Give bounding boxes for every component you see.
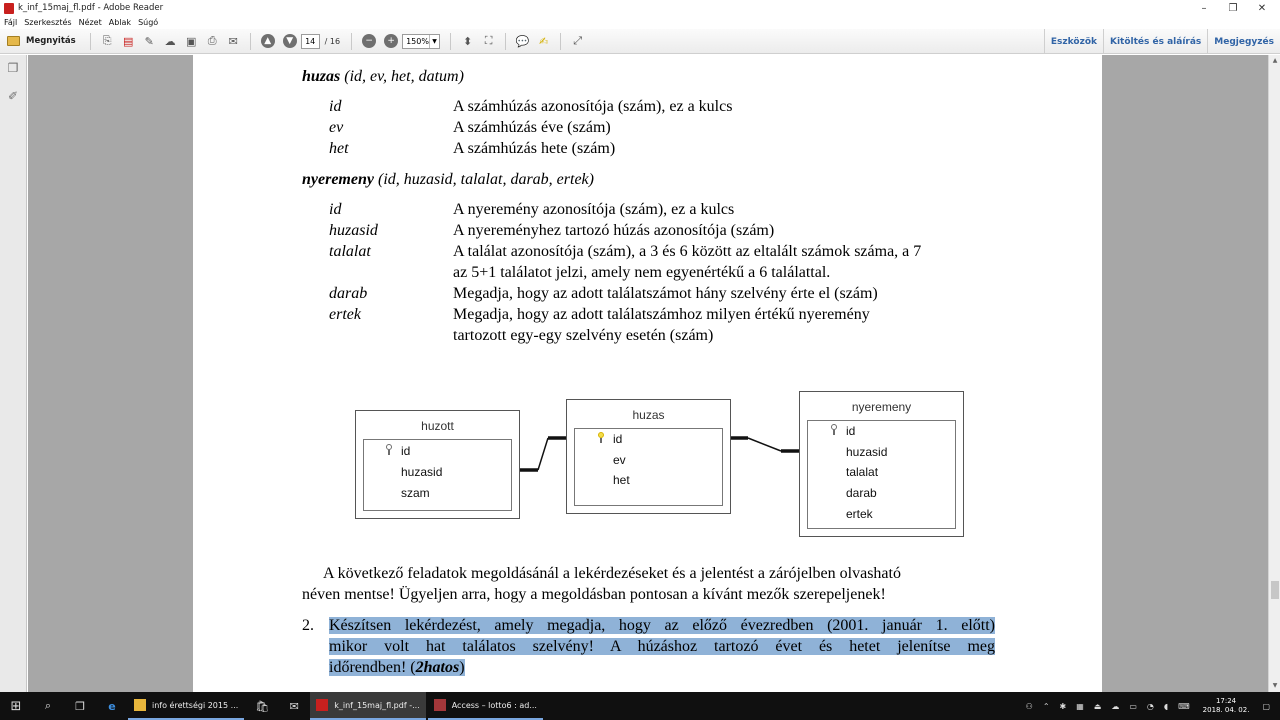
cloud-icon[interactable]: ☁ xyxy=(1111,701,1120,711)
nyeremeny-fields-sig: (id, huzasid, talalat, darab, ertek) xyxy=(377,171,594,188)
huzas-fields-sig: (id, ev, het, datum) xyxy=(344,68,464,85)
mail-icon[interactable]: ✉ xyxy=(289,699,299,713)
huzas-table-name: huzas xyxy=(302,68,341,85)
table-field: het xyxy=(613,473,630,487)
task-manager-icon[interactable]: ▦ xyxy=(1076,701,1084,711)
vertical-scrollbar[interactable] xyxy=(1268,55,1280,692)
zoom-select[interactable] xyxy=(402,34,440,49)
table-field: darab xyxy=(846,486,877,500)
table-field: huzasid xyxy=(846,445,888,459)
task-line-3[interactable] xyxy=(329,659,465,677)
open-label: Megnyitás xyxy=(26,36,76,46)
table-field: huzasid xyxy=(401,465,443,479)
search-icon[interactable]: ⌕ xyxy=(44,699,52,712)
clock-time: 17:24 xyxy=(1215,697,1237,705)
field-name: huzasid xyxy=(329,222,378,239)
adobe-reader-icon xyxy=(316,699,328,711)
selected-text: Készítsen lekérdezést, amely megadja, hogy az előző évezredben (2001. január 1. előtt) xyxy=(329,617,995,634)
create-pdf-icon[interactable]: ⎘ xyxy=(102,34,112,47)
key-icon xyxy=(597,432,605,443)
system-tray xyxy=(1021,692,1280,720)
toolbar-divider xyxy=(90,33,91,50)
window-title: k_inf_15maj_fl.pdf - Adobe Reader xyxy=(18,3,164,13)
sign-icon[interactable]: ✍ xyxy=(538,34,549,48)
upload-icon[interactable]: ☁ xyxy=(164,34,176,48)
windows-start-icon[interactable]: ⊞ xyxy=(10,698,22,714)
instructions-line-2: néven mentse! Ügyeljen arra, hogy a megoldásban pontosan a kívánt mezők szerepeljenek! xyxy=(302,586,886,603)
table-title: nyeremeny xyxy=(851,400,912,414)
taskbar-app-label: Access – lotto6 : ad... xyxy=(451,700,537,710)
tab-tools[interactable]: Eszközök xyxy=(1044,29,1103,54)
field-desc: Megadja, hogy az adott találatszámhoz milyen értékű nyeremény xyxy=(453,306,870,323)
notifications-icon[interactable]: ▢ xyxy=(1262,701,1270,711)
instructions-line-1: A következő feladatok megoldásánál a lekérdezéseket és a jelentést a zárójelben olvasható xyxy=(323,565,901,582)
field-name: darab xyxy=(329,285,368,302)
page-down-icon[interactable]: ▼ xyxy=(283,34,297,48)
table-field: id xyxy=(401,444,411,458)
field-name: talalat xyxy=(329,243,371,260)
fit-width-icon[interactable]: ⛶ xyxy=(484,34,493,47)
table-nyeremeny[interactable] xyxy=(799,391,964,537)
table-field: szam xyxy=(401,486,430,500)
table-title: huzas xyxy=(632,408,665,422)
access-icon xyxy=(434,699,446,711)
network-icon[interactable]: ◔ xyxy=(1146,701,1154,711)
key-icon xyxy=(830,424,838,435)
task-line-2[interactable] xyxy=(329,638,995,656)
field-name: id xyxy=(329,201,342,218)
field-name: het xyxy=(329,140,349,157)
menu-view[interactable]: Nézet xyxy=(78,18,102,27)
minimize-button[interactable]: – xyxy=(1201,2,1207,14)
table-field: id xyxy=(846,424,856,438)
taskbar-app-label: info érettségi 2015 ... xyxy=(152,700,239,710)
field-desc: A számhúzás hete (szám) xyxy=(453,140,616,157)
pages-icon[interactable]: ❐ xyxy=(7,61,19,75)
table-field: ertek xyxy=(846,507,873,521)
edge-icon[interactable]: e xyxy=(108,699,116,713)
table-field: ev xyxy=(613,453,626,467)
tab-fill-sign[interactable]: Kitöltés és aláírás xyxy=(1103,29,1207,54)
attachment-icon[interactable]: ✐ xyxy=(7,89,19,103)
open-button[interactable] xyxy=(7,36,76,46)
left-nav-panel xyxy=(0,55,27,692)
email-icon[interactable]: ✉ xyxy=(228,34,238,48)
title-bar xyxy=(0,0,1280,16)
field-list xyxy=(807,420,956,529)
key-icon xyxy=(385,444,393,455)
field-desc-cont: tartozott egy-egy szelvény esetén (szám) xyxy=(453,327,714,344)
selected-text: ) xyxy=(459,659,465,676)
toolbar-divider xyxy=(351,33,352,50)
table-huzott[interactable] xyxy=(355,410,520,519)
zoom-in-icon[interactable]: + xyxy=(384,34,398,48)
field-desc: A számhúzás azonosítója (szám), ez a kulcs xyxy=(453,98,733,115)
taskbar-app-explorer[interactable] xyxy=(128,692,244,720)
comment-icon[interactable]: 💬 xyxy=(515,34,530,48)
expand-icon[interactable]: ⤢ xyxy=(573,34,582,47)
usb-icon[interactable]: ⏏ xyxy=(1093,701,1102,711)
zoom-value: 150% xyxy=(406,36,429,46)
toolbar-divider xyxy=(450,33,451,50)
field-list xyxy=(363,439,512,511)
scroll-thumb[interactable] xyxy=(1271,581,1279,599)
menu-help[interactable]: Súgó xyxy=(138,18,159,27)
volume-icon[interactable]: ◖ xyxy=(1163,701,1169,711)
scroll-down-icon[interactable]: ▼ xyxy=(1272,682,1278,689)
nyeremeny-table-name: nyeremeny xyxy=(302,171,374,188)
menu-window[interactable]: Ablak xyxy=(108,18,132,27)
table-title: huzott xyxy=(421,419,454,433)
field-desc: A nyeremény azonosítója (szám), ez a kulcs xyxy=(453,201,735,218)
taskbar xyxy=(0,692,1280,720)
query-name: 2hatos xyxy=(415,659,460,676)
adobe-reader-icon xyxy=(4,3,14,14)
zoom-out-icon[interactable]: − xyxy=(362,34,376,48)
field-name: ev xyxy=(329,119,344,136)
export-pdf-icon[interactable]: ▤ xyxy=(122,34,134,48)
scroll-up-icon[interactable]: ▲ xyxy=(1272,57,1278,64)
clock[interactable] xyxy=(1203,697,1250,715)
task-line-1[interactable] xyxy=(329,617,995,635)
table-field: id xyxy=(613,432,623,446)
tab-comment[interactable]: Megjegyzés xyxy=(1207,29,1280,54)
close-button[interactable]: ✕ xyxy=(1257,2,1267,14)
field-desc: A találat azonosítója (szám), a 3 és 6 között az eltalált számok száma, a 7 xyxy=(453,243,922,260)
tray-chevron-icon[interactable]: ⌃ xyxy=(1042,701,1050,711)
toolbar-right-panel xyxy=(1044,29,1280,54)
menu-edit[interactable]: Szerkesztés xyxy=(24,18,72,27)
field-desc: A nyereményhez tartozó húzás azonosítója (szám) xyxy=(453,222,775,239)
toolbar-divider xyxy=(560,33,561,50)
menu-bar xyxy=(0,16,1280,29)
document-viewer[interactable] xyxy=(28,55,1268,692)
selected-text: időrendben! ( xyxy=(329,659,416,676)
toolbar-divider xyxy=(505,33,506,50)
taskbar-app-access[interactable] xyxy=(428,692,543,720)
toolbar-divider xyxy=(250,33,251,50)
table-field: talalat xyxy=(846,465,879,479)
pdf-page xyxy=(193,55,1102,692)
clock-date: 2018. 04. 02. xyxy=(1202,706,1250,714)
edit-icon[interactable]: ✎ xyxy=(144,34,154,48)
field-list xyxy=(574,428,723,506)
selected-text: mikor volt hat találatos szelvény! A húzáshoz tartozó évet és hetet jelenítse meg xyxy=(329,638,995,655)
page-up-icon[interactable]: ▲ xyxy=(261,34,275,48)
task-number: 2. xyxy=(302,617,314,634)
bluetooth-icon[interactable]: ✱ xyxy=(1059,701,1067,711)
battery-icon[interactable]: ▭ xyxy=(1129,701,1137,711)
keyboard-icon[interactable]: ⌨ xyxy=(1178,701,1190,711)
people-icon[interactable]: ⚇ xyxy=(1025,701,1033,711)
field-name: ertek xyxy=(329,306,361,323)
field-desc: A számhúzás éve (szám) xyxy=(453,119,611,136)
folder-icon xyxy=(7,36,20,46)
table-huzas[interactable] xyxy=(566,399,731,514)
menu-file[interactable]: Fájl xyxy=(4,18,18,27)
taskbar-app-label: k_inf_15maj_fl.pdf -... xyxy=(334,700,420,710)
maximize-button[interactable]: ❐ xyxy=(1228,2,1238,14)
store-icon[interactable]: 🛍 xyxy=(255,699,270,713)
taskbar-app-reader[interactable] xyxy=(310,692,425,720)
save-icon[interactable]: ▣ xyxy=(185,34,197,48)
page-number-input[interactable]: 14 xyxy=(301,34,320,49)
print-icon[interactable]: ⎙ xyxy=(207,34,217,47)
fit-page-icon[interactable]: ⬍ xyxy=(462,34,473,48)
field-desc: Megadja, hogy az adott találatszámot hány szelvény érte el (szám) xyxy=(453,285,878,302)
chevron-down-icon: ▼ xyxy=(429,35,439,48)
folder-icon xyxy=(134,699,146,711)
task-view-icon[interactable]: ❐ xyxy=(75,699,85,713)
field-desc-cont: az 5+1 találatot jelzi, amely nem egyenértékű a 6 találattal. xyxy=(453,264,831,281)
toolbar xyxy=(0,29,1280,54)
page-total: / 16 xyxy=(324,36,341,46)
field-name: id xyxy=(329,98,342,115)
